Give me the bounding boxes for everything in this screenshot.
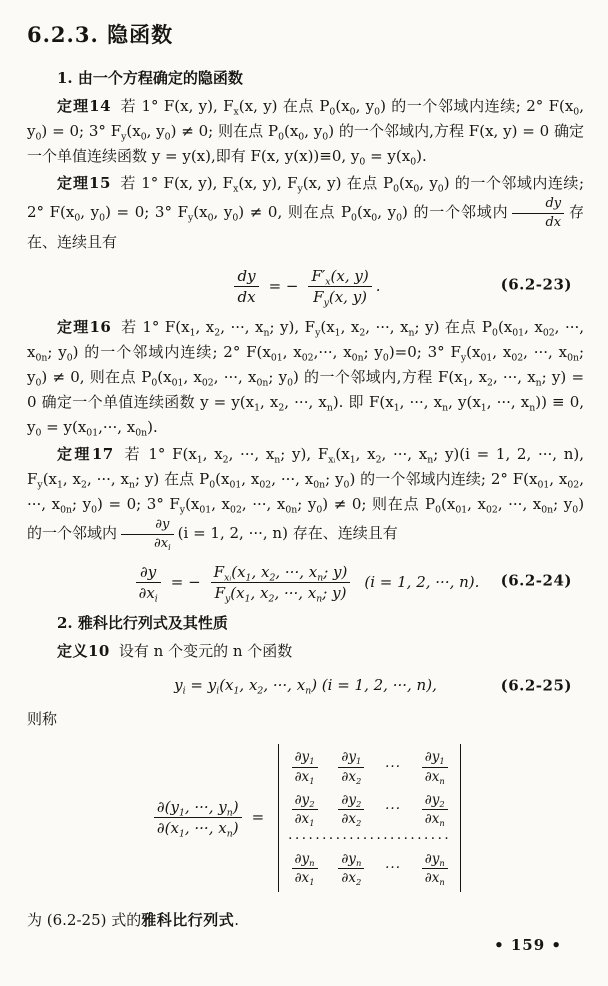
jacobian-determinant-equation	[27, 744, 584, 891]
theorem-17	[27, 442, 584, 551]
equation-6-2-23	[27, 264, 584, 309]
rhs-fraction	[308, 267, 371, 309]
fraction-denominator: dx	[234, 286, 258, 306]
definition-10-text: 设有 n 个变元的 n 个函数	[118, 642, 293, 661]
fraction-numerator: $\partial y_2$	[341, 791, 362, 809]
equals-operator: =	[251, 808, 265, 827]
fraction-numerator: dy	[237, 267, 256, 286]
jacobian-lhs-fraction	[154, 798, 242, 840]
equation-body: $y_i = y_i(x_1$, $x_2$, ···, $x_n$) (i = 1, 2, ···, n),	[174, 676, 437, 697]
theorem-14-label: 定理14	[57, 97, 112, 115]
matrix-entry-fraction	[422, 749, 448, 784]
equation-number: (6.2-24)	[500, 571, 572, 590]
definition-10-label: 定义10	[57, 642, 110, 661]
theorem-17-label: 定理17	[57, 445, 114, 464]
lhs-fraction	[136, 563, 161, 605]
inline-fraction-dy-dx	[512, 196, 564, 230]
subsection-1-heading: 1. 由一个方程确定的隐函数	[57, 69, 243, 87]
rhs-fraction	[211, 563, 351, 605]
fraction-denominator: $\partial x_2$	[338, 809, 364, 827]
theorem-17-text: 若 1° $F(x_1$, $x_2$, ···, $x_n$; y), $F_{xᵢ}(x_1$, $x_2$, ···, $x_n$; y)(i = 1, 2, ···, n), $F_y(x_1$, $x_2$, ···, $x_n$; y) 在点 $P_0(x_{01}$, $x_{02}$, ···, $x_{0n}$; $y_0$) 的一个邻域内连续; 2° $F(x_{01}$, $x_{02}$, ···, $x_{0n}$; $y_0) = 0$; 3° $F_y(x_{01}$, $x_{02}$, ···, $x_{0n}$; $y_0) \ne 0$; 则在点 $P_0(x_{01}$, $x_{02}$, ···, $x_{0n}$; $y_0$) 的一个邻域内	[27, 445, 585, 543]
fraction-numerator: $\partial y_2$	[294, 791, 315, 809]
fraction-numerator: $\partial y_1$	[341, 749, 362, 767]
theorem-16-text: 若 1° $F(x_1$, $x_2$, ···, $x_n$; y), $F_y(x_1$, $x_2$, ···, $x_n$; y) 在点 $P_0(x_{01}$, $x_{02}$, ···, $x_{0n}$; $y_0$) 的一个邻域内连续; 2° $F(x_{01}$, $x_{02},\cdot\cdot\cdot$, $x_{0n}$; $y_0)=0$; 3° $F_y(x_{01}$, $x_{02}$, ···, $x_{0n}$; $y_0) \ne 0$, 则在点 $P_0(x_{01}$, $x_{02}$, ···, $x_{0n}$; $y_0$) 的一个邻域内,方程 $F(x_1$, $x_2$, ···, $x_n$; y) = 0 确定一个单值连续函数 $y = y(x_1$, $x_2$, ···, $x_n$). 即 $F(x_1$, ···, $x_n$, $y(x_1$, ···, $x_n)) \equiv 0$, $y_0 = y(x_{01},\cdot\cdot\cdot$, $x_{0n}$).	[27, 318, 585, 439]
fraction-numerator: $\partial y_n$	[424, 851, 445, 869]
fraction-denominator: $\partial(x_1$, ···, $x_n$)	[154, 817, 242, 837]
inline-fraction-dy-dxi	[121, 517, 174, 551]
theorem-15-text: 若 1° F(x, y), $F_x(x$, y), $F_y(x$, y) 在点 $P_0(x_0$, $y_0$) 的一个邻域内连续; 2° $F(x_0$, $y_0) = 0$; 3° $F_y(x_0$, $y_0) \ne 0$, 则在点 $P_0(x_0$, $y_0$) 的一个邻域内	[27, 174, 584, 224]
matrix-entry-fraction	[422, 792, 448, 827]
theorem-16-label: 定理16	[57, 318, 112, 337]
fraction-denominator: $\partial x_1$	[292, 767, 318, 785]
theorem-14-text: 若 1° F(x, y), $F_x(x$, y) 在点 $P_0(x_0$, $y_0$) 的一个邻域内连续; 2° $F(x_0$, $y_0) = 0$; 3° $F_y(x_0$, $y_0) \ne 0$; 则在点 $P_0(x_0$, $y_0$) 的一个邻域内,方程 F(x, y) = 0 确定一个单值连续函数 y = y(x),即有 F(x, y(x))≡0, $y_0 = y(x_0)$.	[27, 97, 585, 168]
theorem-15-label: 定理15	[57, 174, 111, 192]
equals-minus-operator: = −	[170, 573, 201, 592]
fraction-numerator: $\partial y_n$	[341, 851, 362, 869]
matrix-entry-fraction	[292, 792, 318, 827]
equation-condition: (i = 1, 2, ···, n).	[364, 573, 480, 592]
lhs-fraction	[234, 267, 258, 306]
section-title: 6.2.3. 隐函数	[27, 22, 174, 47]
matrix-dots-row: ························	[288, 834, 452, 845]
subsection-2-heading: 2. 雅科比行列式及其性质	[57, 614, 228, 633]
theorem-16	[27, 315, 584, 440]
fraction-denominator: $\partial x_2$	[338, 868, 364, 886]
matrix-ellipsis: ···	[385, 758, 401, 775]
fraction-denominator: $\partial x_n$	[422, 767, 448, 785]
fraction-numerator: $F'_x(x$, y)	[311, 267, 369, 288]
closing-lead: 为 (6.2-25) 式的	[27, 910, 142, 929]
theorem-14	[27, 94, 584, 169]
fraction-denominator: dx	[512, 213, 564, 231]
definition-10	[27, 639, 584, 664]
fraction-numerator: $\partial y_2$	[424, 791, 445, 809]
fraction-numerator: ∂y	[140, 563, 157, 582]
fraction-numerator: $\partial y_n$	[294, 851, 315, 869]
jacobian-term-bold: 雅科比行列式	[141, 910, 235, 929]
page-number: • 159 •	[494, 936, 562, 954]
fraction-denominator: $F_y(x_1$, $x_2$, ···, $x_n$; y)	[211, 582, 351, 602]
equation-number: (6.2-23)	[500, 275, 572, 294]
theorem-15-text-cont: 存在、连续且有	[27, 203, 584, 252]
matrix-entry-fraction	[338, 749, 364, 784]
equation-6-2-24	[27, 560, 584, 605]
theorem-15	[27, 171, 584, 255]
equation-body	[230, 267, 381, 309]
fraction-numerator: $F_{xᵢ}(x_1$, $x_2$, ···, $x_n$; y)	[213, 563, 348, 584]
fraction-denominator: $\partial x_2$	[338, 767, 364, 785]
equation-number: (6.2-25)	[500, 676, 572, 695]
matrix-entry-fraction	[338, 792, 364, 827]
fraction-denominator: $\partial x_i$	[136, 582, 161, 602]
equals-minus-operator: = −	[268, 277, 299, 296]
fraction-numerator: $\partial(y_1$, ···, $y_n$)	[156, 798, 239, 819]
matrix-entry-fraction	[292, 749, 318, 784]
fraction-denominator: $\partial x_1$	[292, 809, 318, 827]
fraction-denominator: $\partial x_1$	[292, 868, 318, 886]
fraction-denominator: $\partial x_n$	[422, 809, 448, 827]
fraction-denominator: $F_y(x$, y)	[308, 286, 371, 306]
matrix-ellipsis: ···	[385, 860, 401, 877]
fraction-numerator: $\partial y_1$	[424, 749, 445, 767]
jacobian-matrix	[278, 744, 461, 891]
matrix-entry-fraction	[338, 851, 364, 886]
theorem-17-text-cont: (i = 1, 2, ···, n) 存在、连续且有	[177, 524, 398, 543]
equation-body	[132, 563, 480, 605]
fraction-denominator: $\partial x_i$	[121, 534, 174, 552]
matrix-ellipsis: ···	[385, 800, 401, 817]
matrix-entry-fraction	[292, 851, 318, 886]
closing-period: .	[234, 910, 240, 929]
equation-period: .	[375, 277, 381, 296]
closing-sentence	[27, 908, 584, 933]
then-called-text: 则称	[27, 710, 58, 729]
matrix-entry-fraction	[422, 851, 448, 886]
fraction-denominator: $\partial x_n$	[422, 868, 448, 886]
fraction-numerator: ∂y	[155, 517, 170, 533]
fraction-numerator: $\partial y_1$	[294, 749, 315, 767]
fraction-numerator: dy	[545, 196, 562, 211]
equation-6-2-25	[27, 673, 584, 698]
